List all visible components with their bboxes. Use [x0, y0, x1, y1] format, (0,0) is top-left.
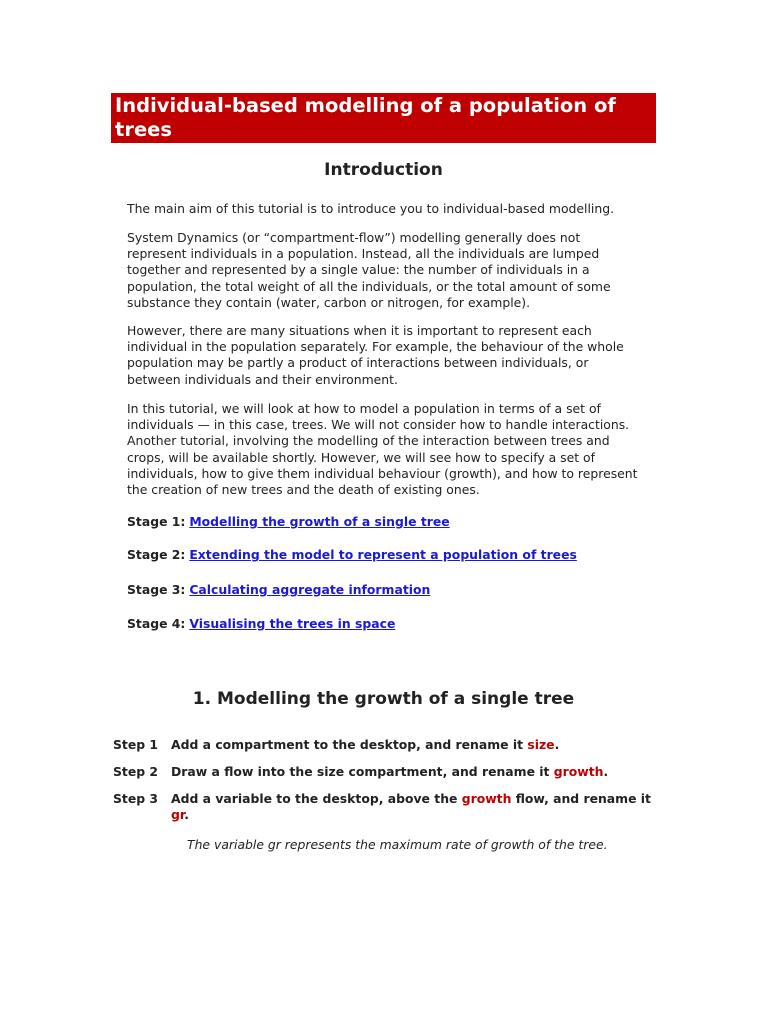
stage-2-link[interactable]: Extending the model to represent a population of trees [189, 547, 577, 562]
stage-label: Stage 4: [127, 616, 186, 631]
stage-label: Stage 1: [127, 514, 186, 529]
intro-paragraph-1: The main aim of this tutorial is to introduce you to individual-based modelling. [127, 201, 615, 216]
highlight-term: size [527, 737, 555, 752]
stage-3 [127, 582, 430, 598]
stage-label: Stage 3: [127, 582, 186, 597]
step-text: Add a compartment to the desktop, and rename it size. [171, 737, 560, 752]
step-text: Draw a flow into the size compartment, and rename it growth. [171, 764, 609, 779]
highlight-term: growth [553, 764, 604, 779]
step-text: Add a variable to the desktop, above the growth flow, and rename it gr. [171, 791, 651, 822]
stage-1-link[interactable]: Modelling the growth of a single tree [189, 514, 450, 529]
stage-4-link[interactable]: Visualising the trees in space [189, 616, 396, 631]
intro-paragraph-4: In this tutorial, we will look at how to model a population in terms of a set of individuals — in this case, trees. We will not consider how to handle interactions. Another tutorial, involving the modelling of the interaction between trees and crops, will be available shortly. However, we will see how to specify a set of individuals, how to give them individual behaviour (growth), and how to represent the creation of new trees and the death of existing ones. [127, 401, 638, 498]
introduction-heading: Introduction [324, 160, 443, 180]
intro-paragraph-3: However, there are many situations when it is important to represent each individual in the population separately. For example, the behaviour of the whole population may be partly a product of interactions between individuals, or between individuals and their environment. [127, 323, 624, 387]
stage-1 [127, 514, 450, 530]
step-number: Step 1 [113, 737, 159, 752]
stage-3-link[interactable]: Calculating aggregate information [189, 582, 431, 597]
stage-4 [127, 616, 395, 632]
step-number: Step 2 [113, 764, 159, 779]
highlight-term: gr [171, 807, 185, 822]
document-title-banner [111, 93, 656, 143]
stage-2 [127, 547, 577, 563]
step-note: The variable gr represents the maximum rate of growth of the tree. [187, 837, 608, 852]
highlight-term: growth [461, 791, 512, 806]
document-title: Individual-based modelling of a population of trees [115, 94, 616, 141]
step-number: Step 3 [113, 791, 159, 806]
stage-label: Stage 2: [127, 547, 186, 562]
section-1-heading: 1. Modelling the growth of a single tree [192, 689, 575, 709]
intro-paragraph-2: System Dynamics (or “compartment-flow”) modelling generally does not represent individuals in a population. Instead, all the individuals are lumped together and represented by a single value: the number of individuals in a population, the total weight of all the individuals, or the total amount of some substance they contain (water, carbon or nitrogen, for example). [127, 230, 611, 310]
